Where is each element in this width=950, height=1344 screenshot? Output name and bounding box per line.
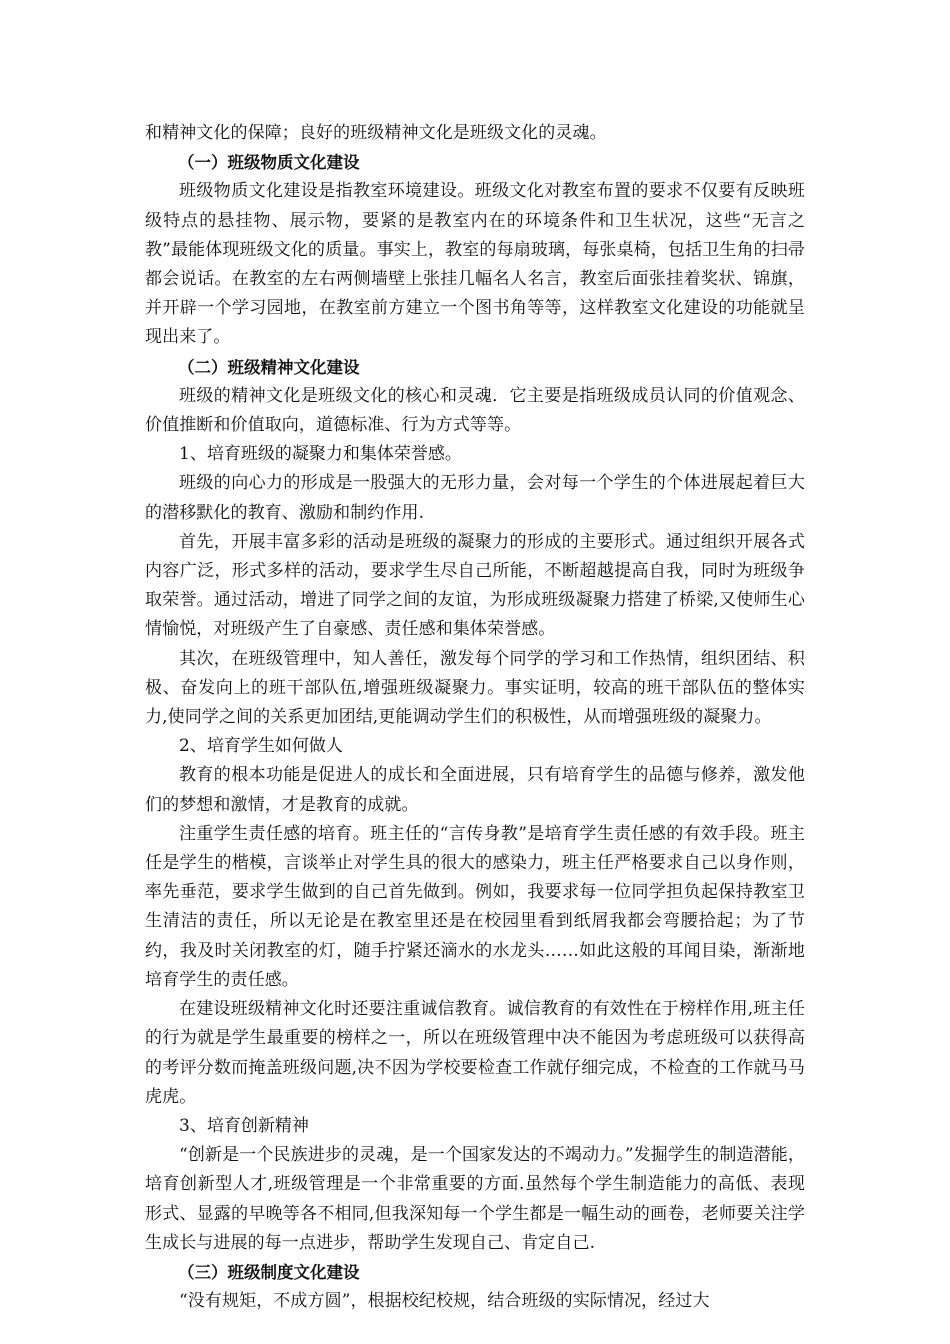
paragraph: 在建设班级精神文化时还要注重诚信教育。诚信教育的有效性在于榜样作用,班主任的行为就是学生最重要的榜样之一，所以在班级管理中决不能因为考虑班级可以获得高的考评分数而掩盖班级问题,决不因为学校要检查工作就仔细完成，不检查的工作就马马虎虎。 xyxy=(145,999,805,1107)
paragraph: 班级物质文化建设是指教室环境建设。班级文化对教室布置的要求不仅要有反映班级特点的悬挂物、展示物，要紧的是教室内在的环境条件和卫生状况，这些“无言之教”最能体现班级文化的质量。事实上，教室的每扇玻璃，每张桌椅，包括卫生角的扫帚都会说话。在教室的左右两侧墙壁上张挂几幅名人名言，教室后面张挂着奖状、锦旗，并开辟一个学习园地，在教室前方建立一个图书角等等，这样教室文化建设的功能就呈现出来了。 xyxy=(145,181,805,348)
section-heading-spiritual: （二）班级精神文化建设 xyxy=(178,357,360,377)
paragraph: 注重学生责任感的培育。班主任的“言传身教”是培育学生责任感的有效手段。班主任是学生的楷模，言谈举止对学生具的很大的感染力，班主任严格要求自己以身作则，率先垂范，要求学生做到的自己首先做到。例如，我要求每一位同学担负起保持教室卫生清洁的责任，所以无论是在教室里还是在校园里看到纸屑我都会弯腰拾起；为了节约，我及时关闭教室的灯，随手拧紧还滴水的水龙头……如此这般的耳闻目染，渐渐地培育学生的责任感。 xyxy=(145,823,805,990)
section-heading-material: （一）班级物质文化建设 xyxy=(178,153,360,173)
paragraph: 首先，开展丰富多彩的活动是班级的凝聚力的形成的主要形式。通过组织开展各式内容广泛，形式多样的活动，要求学生尽自己所能，不断超越提高自我，同时为班级争取荣誉。通过活动，增进了同学之间的友谊，为形成班级凝聚力搭建了桥梁,又使师生心情愉悦，对班级产生了自豪感、责任感和集体荣誉感。 xyxy=(145,531,805,640)
paragraph-intro: 和精神文化的保障；良好的班级精神文化是班级文化的灵魂。 xyxy=(145,123,607,143)
paragraph: “没有规矩，不成方圆”，根据校纪校规，结合班级的实际情况，经过大 xyxy=(179,1291,710,1312)
subheading-cohesion: 1、培育班级的凝聚力和集体荣誉感。 xyxy=(179,444,462,465)
paragraph: “创新是一个民族进步的灵魂，是一个国家发达的不竭动力。”发掘学生的制造潜能，培育创新型人才,班级管理是一个非常重要的方面.虽然每个学生制造能力的高低、表现形式、显露的早晚等各不相同,但我深知每一个学生都是一幅生动的画卷，老师要关注学生成长与进展的每一点进步，帮助学生发现自己、肯定自己. xyxy=(145,1145,805,1253)
section-heading-system: （三）班级制度文化建设 xyxy=(178,1262,360,1282)
document-body xyxy=(145,119,805,1316)
subheading-character: 2、培育学生如何做人 xyxy=(179,736,343,757)
paragraph: 班级的精神文化是班级文化的核心和灵魂．它主要是指班级成员认同的价值观念、价值推断和价值取向，道德标准、行为方式等等。 xyxy=(145,385,805,436)
paragraph: 教育的根本功能是促进人的成长和全面进展，只有培育学生的品德与修养，激发他们的梦想和激情，才是教育的成就。 xyxy=(145,765,805,815)
paragraph: 班级的向心力的形成是一股强大的无形力量，会对每一个学生的个体进展起着巨大的潜移默化的教育、激励和制约作用. xyxy=(145,473,805,523)
subheading-innovation: 3、培育创新精神 xyxy=(179,1115,309,1136)
paragraph: 其次，在班级管理中，知人善任，激发每个同学的学习和工作热情，组织团结、积极、奋发向上的班干部队伍,增强班级凝聚力。事实证明，较高的班干部队伍的整体实力,使同学之间的关系更加团结,更能调动学生们的积极性，从而增强班级的凝聚力。 xyxy=(145,648,805,728)
